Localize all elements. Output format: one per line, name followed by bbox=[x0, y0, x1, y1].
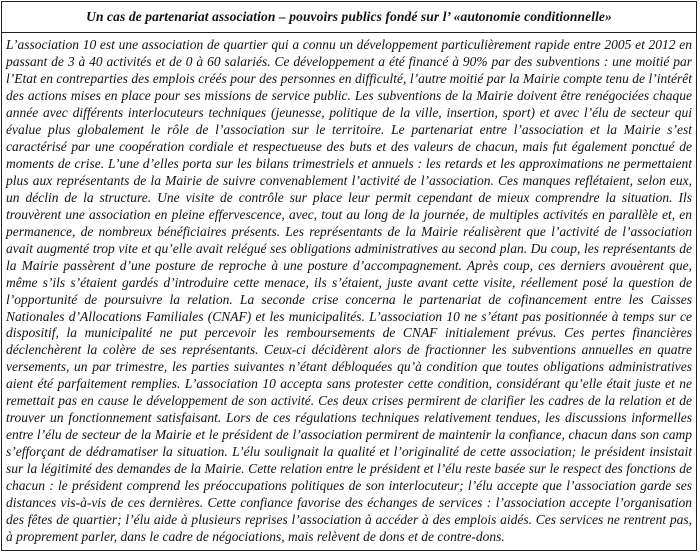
document-box bbox=[1, 1, 697, 551]
title-bar bbox=[2, 2, 696, 33]
document-body: L’association 10 est une association de quartier qui a connu un développement particulièrement rapide entre 2005 et 2012 en passant de 3 à 40 activités et de 0 à 60 salariés. Ce développement a été financé à 90% par des subventions : une moitié par l’Etat en contreparties des emplois créés pour des personnes en difficulté, l’autre moitié par la Mairie compte tenu de l’intérêt des actions mises en place pour ses missions de service public. Les subventions de la Mairie doivent être renégociées chaque année avec différents interlocuteurs techniques (jeunesse, politique de la ville, insertion, sport) et avec l’élu de secteur qui évalue plus globalement le rôle de l’association sur le territoire. Le partenariat entre l’association et la Mairie s’est caractérisé par une coopération cordiale et respectueuse des buts et des valeurs de chacun, mais fut également ponctué de moments de crise. L’une d’elles porta sur les bilans trimestriels et annuels : les retards et les approximations ne permettaient plus aux représentants de la Mairie de suivre convenablement l’activité de l’association. Ces manques reflétaient, selon eux, un déclin de la structure. Une visite de contrôle sur place leur permit cependant de mieux comprendre la situation. Ils trouvèrent une association en pleine effervescence, avec, tout au long de la journée, de multiples activités en parallèle et, en permanence, de nombreux bénéficiaires présents. Les représentants de la Mairie réalisèrent que l’activité de l’association avait augmenté trop vite et qu’elle avait relégué ses obligations administratives au second plan. Du coup, les représentants de la Mairie passèrent d’une posture de reproche à une posture d’accompagnement. Après coup, ces derniers avouèrent que, même s’ils s’étaient gardés d’introduire cette menace, ils s’étaient, juste avant cette visite, réellement posé la question de l’opportunité de poursuivre la relation. La seconde crise concerna le partenariat de cofinancement entre les Caisses Nationales d’Allocations Familiales (CNAF) et les municipalités. L’association 10 ne s’étant pas positionnée à temps sur ce dispositif, la municipalité ne put percevoir les remboursements de CNAF initialement prévus. Ces pertes financières déclenchèrent la colère de ses représentants. Ceux-ci décidèrent alors de fractionner les subventions annuelles en quatre versements, un par trimestre, les parties suivantes n’étant débloquées qu’à condition que toutes obligations administratives aient été parfaitement remplies. L’association 10 accepta sans protester cette condition, considérant qu’elle était juste et ne remettait pas en cause le développement de son activité. Ces deux crises permirent de clarifier les cadres de la relation et de trouver un fonctionnement satisfaisant. Lors de ces régulations techniques relativement tendues, les discussions informelles entre l’élu de secteur de la Mairie et le président de l’association permirent de maintenir la confiance, chacun dans son camp s’efforçant de dédramatiser la situation. L’élu soulignait la qualité et l’originalité de cette association; le président insistait sur la légitimité des demandes de la Mairie. Cette relation entre le président et l’élu reste basée sur le respect des fonctions de chacun : le président comprend les préoccupations politiques de son interlocuteur; l’élu accepte que l’association garde ses distances vis-à-vis de ces dernières. Cette confiance favorise des échanges de services : l’association accepte l’organisation des fêtes de quartier; l’élu aide à plusieurs reprises l’association à accéder à des emplois aidés. Ces services ne rentrent pas, à proprement parler, dans le cadre de négociations, mais relèvent de dons et de contre-dons. bbox=[6, 37, 692, 545]
document-title: Un cas de partenariat association – pouvoirs publics fondé sur l’ «autonomie conditionnelle» bbox=[86, 9, 612, 24]
